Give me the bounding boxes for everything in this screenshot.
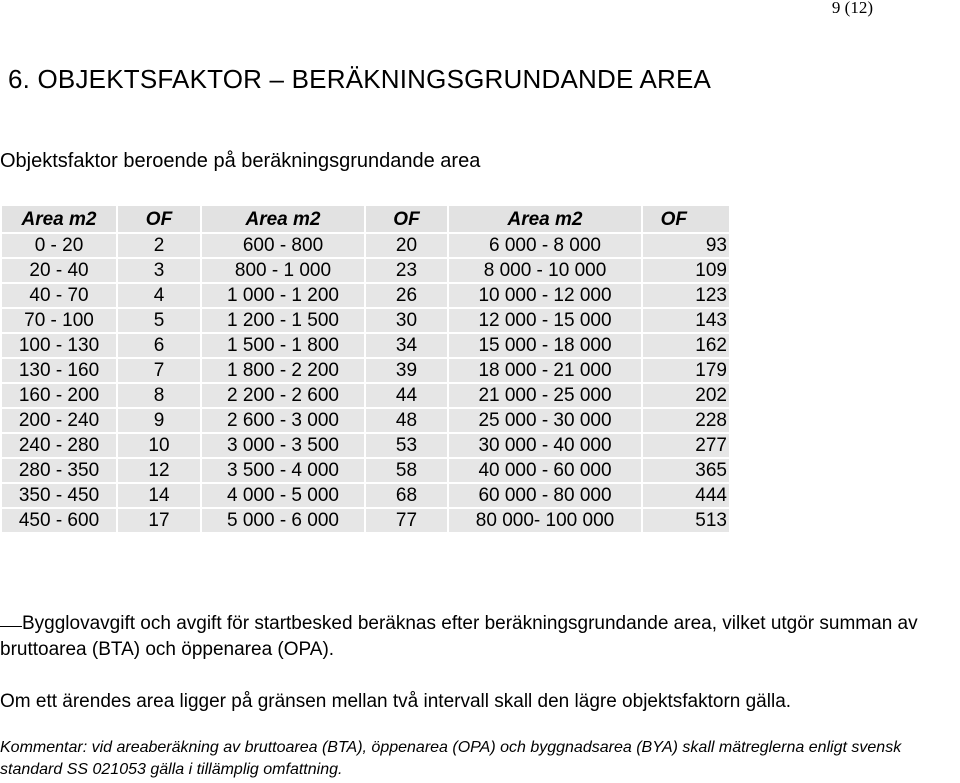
area-cell-2: 1 000 - 1 200	[201, 283, 365, 308]
of-cell-2: 53	[365, 433, 448, 458]
area-cell-1: 130 - 160	[1, 358, 117, 383]
area-cell-3: 21 000 - 25 000	[448, 383, 642, 408]
area-cell-1: 200 - 240	[1, 408, 117, 433]
area-cell-3: 6 000 - 8 000	[448, 233, 642, 258]
of-cell-2: 77	[365, 508, 448, 533]
area-cell-2: 1 500 - 1 800	[201, 333, 365, 358]
area-cell-2: 2 200 - 2 600	[201, 383, 365, 408]
area-cell-3: 10 000 - 12 000	[448, 283, 642, 308]
of-cell-3: 143	[642, 308, 730, 333]
area-cell-2: 1 800 - 2 200	[201, 358, 365, 383]
area-cell-3: 8 000 - 10 000	[448, 258, 642, 283]
of-cell-3: 93	[642, 233, 730, 258]
of-cell-2: 48	[365, 408, 448, 433]
area-cell-3: 12 000 - 15 000	[448, 308, 642, 333]
area-cell-3: 15 000 - 18 000	[448, 333, 642, 358]
of-cell-1: 6	[117, 333, 201, 358]
table-caption: Objektsfaktor beroende på beräkningsgrundande area	[0, 150, 481, 172]
table-row	[1, 483, 730, 508]
page-number: 9 (12)	[831, 0, 873, 17]
of-cell-2: 44	[365, 383, 448, 408]
area-cell-1: 100 - 130	[1, 333, 117, 358]
table-row	[1, 433, 730, 458]
of-cell-1: 9	[117, 408, 201, 433]
of-cell-3: 513	[642, 508, 730, 533]
table-row	[1, 458, 730, 483]
object-factor-table	[0, 204, 731, 534]
of-cell-1: 3	[117, 258, 201, 283]
of-cell-3: 123	[642, 283, 730, 308]
of-cell-2: 39	[365, 358, 448, 383]
table-row	[1, 283, 730, 308]
of-cell-1: 14	[117, 483, 201, 508]
area-cell-1: 70 - 100	[1, 308, 117, 333]
comment-paragraph: Kommentar: vid areaberäkning av bruttoarea (BTA), öppenarea (OPA) och byggnadsarea (BYA) skall mätreglerna enligt svensk standard SS 021053 gälla i tillämplig omfattning.	[0, 739, 902, 778]
area-cell-1: 450 - 600	[1, 508, 117, 533]
of-cell-1: 12	[117, 458, 201, 483]
header-of-1: OF	[117, 205, 201, 233]
area-cell-2: 3 000 - 3 500	[201, 433, 365, 458]
of-cell-3: 277	[642, 433, 730, 458]
area-cell-2: 3 500 - 4 000	[201, 458, 365, 483]
of-cell-1: 10	[117, 433, 201, 458]
area-cell-2: 1 200 - 1 500	[201, 308, 365, 333]
area-cell-3: 80 000- 100 000	[448, 508, 642, 533]
of-cell-1: 4	[117, 283, 201, 308]
area-cell-1: 160 - 200	[1, 383, 117, 408]
of-cell-1: 17	[117, 508, 201, 533]
area-cell-1: 240 - 280	[1, 433, 117, 458]
section-heading: 6. OBJEKTSFAKTOR – BERÄKNINGSGRUNDANDE AREA	[8, 64, 712, 94]
of-cell-2: 34	[365, 333, 448, 358]
table-row	[1, 408, 730, 433]
of-cell-3: 202	[642, 383, 730, 408]
table-header-row	[1, 205, 730, 233]
header-area-2: Area m2	[201, 205, 365, 233]
of-cell-2: 30	[365, 308, 448, 333]
of-cell-2: 26	[365, 283, 448, 308]
of-cell-3: 179	[642, 358, 730, 383]
table-row	[1, 358, 730, 383]
area-cell-3: 18 000 - 21 000	[448, 358, 642, 383]
table-row	[1, 233, 730, 258]
of-cell-2: 68	[365, 483, 448, 508]
area-cell-2: 600 - 800	[201, 233, 365, 258]
of-cell-3: 228	[642, 408, 730, 433]
of-cell-1: 2	[117, 233, 201, 258]
area-cell-3: 60 000 - 80 000	[448, 483, 642, 508]
interval-rule-paragraph: Om ett ärendes area ligger på gränsen mellan två intervall skall den lägre objektsfaktorn gälla.	[0, 691, 792, 712]
header-of-2: OF	[365, 205, 448, 233]
area-cell-1: 280 - 350	[1, 458, 117, 483]
area-cell-2: 5 000 - 6 000	[201, 508, 365, 533]
of-cell-3: 444	[642, 483, 730, 508]
table-row	[1, 258, 730, 283]
of-cell-3: 109	[642, 258, 730, 283]
area-cell-2: 2 600 - 3 000	[201, 408, 365, 433]
of-cell-3: 365	[642, 458, 730, 483]
of-cell-2: 20	[365, 233, 448, 258]
of-cell-1: 7	[117, 358, 201, 383]
header-of-3: OF	[642, 205, 730, 233]
table-body	[1, 233, 730, 533]
area-cell-1: 20 - 40	[1, 258, 117, 283]
header-area-1: Area m2	[1, 205, 117, 233]
area-cell-2: 4 000 - 5 000	[201, 483, 365, 508]
table-row	[1, 508, 730, 533]
area-cell-3: 25 000 - 30 000	[448, 408, 642, 433]
of-cell-1: 5	[117, 308, 201, 333]
header-area-3: Area m2	[448, 205, 642, 233]
area-cell-1: 0 - 20	[1, 233, 117, 258]
area-cell-1: 40 - 70	[1, 283, 117, 308]
of-cell-1: 8	[117, 383, 201, 408]
table-row	[1, 308, 730, 333]
area-cell-3: 30 000 - 40 000	[448, 433, 642, 458]
of-cell-2: 23	[365, 258, 448, 283]
table-row	[1, 383, 730, 408]
table-row	[1, 333, 730, 358]
area-cell-1: 350 - 450	[1, 483, 117, 508]
area-cell-3: 40 000 - 60 000	[448, 458, 642, 483]
of-cell-3: 162	[642, 333, 730, 358]
of-cell-2: 58	[365, 458, 448, 483]
area-cell-2: 800 - 1 000	[201, 258, 365, 283]
fee-basis-paragraph: Bygglovavgift och avgift för startbesked beräknas efter beräkningsgrundande area, vilket utgör summan av bruttoarea (BTA) och öppenarea (OPA).	[0, 613, 918, 660]
